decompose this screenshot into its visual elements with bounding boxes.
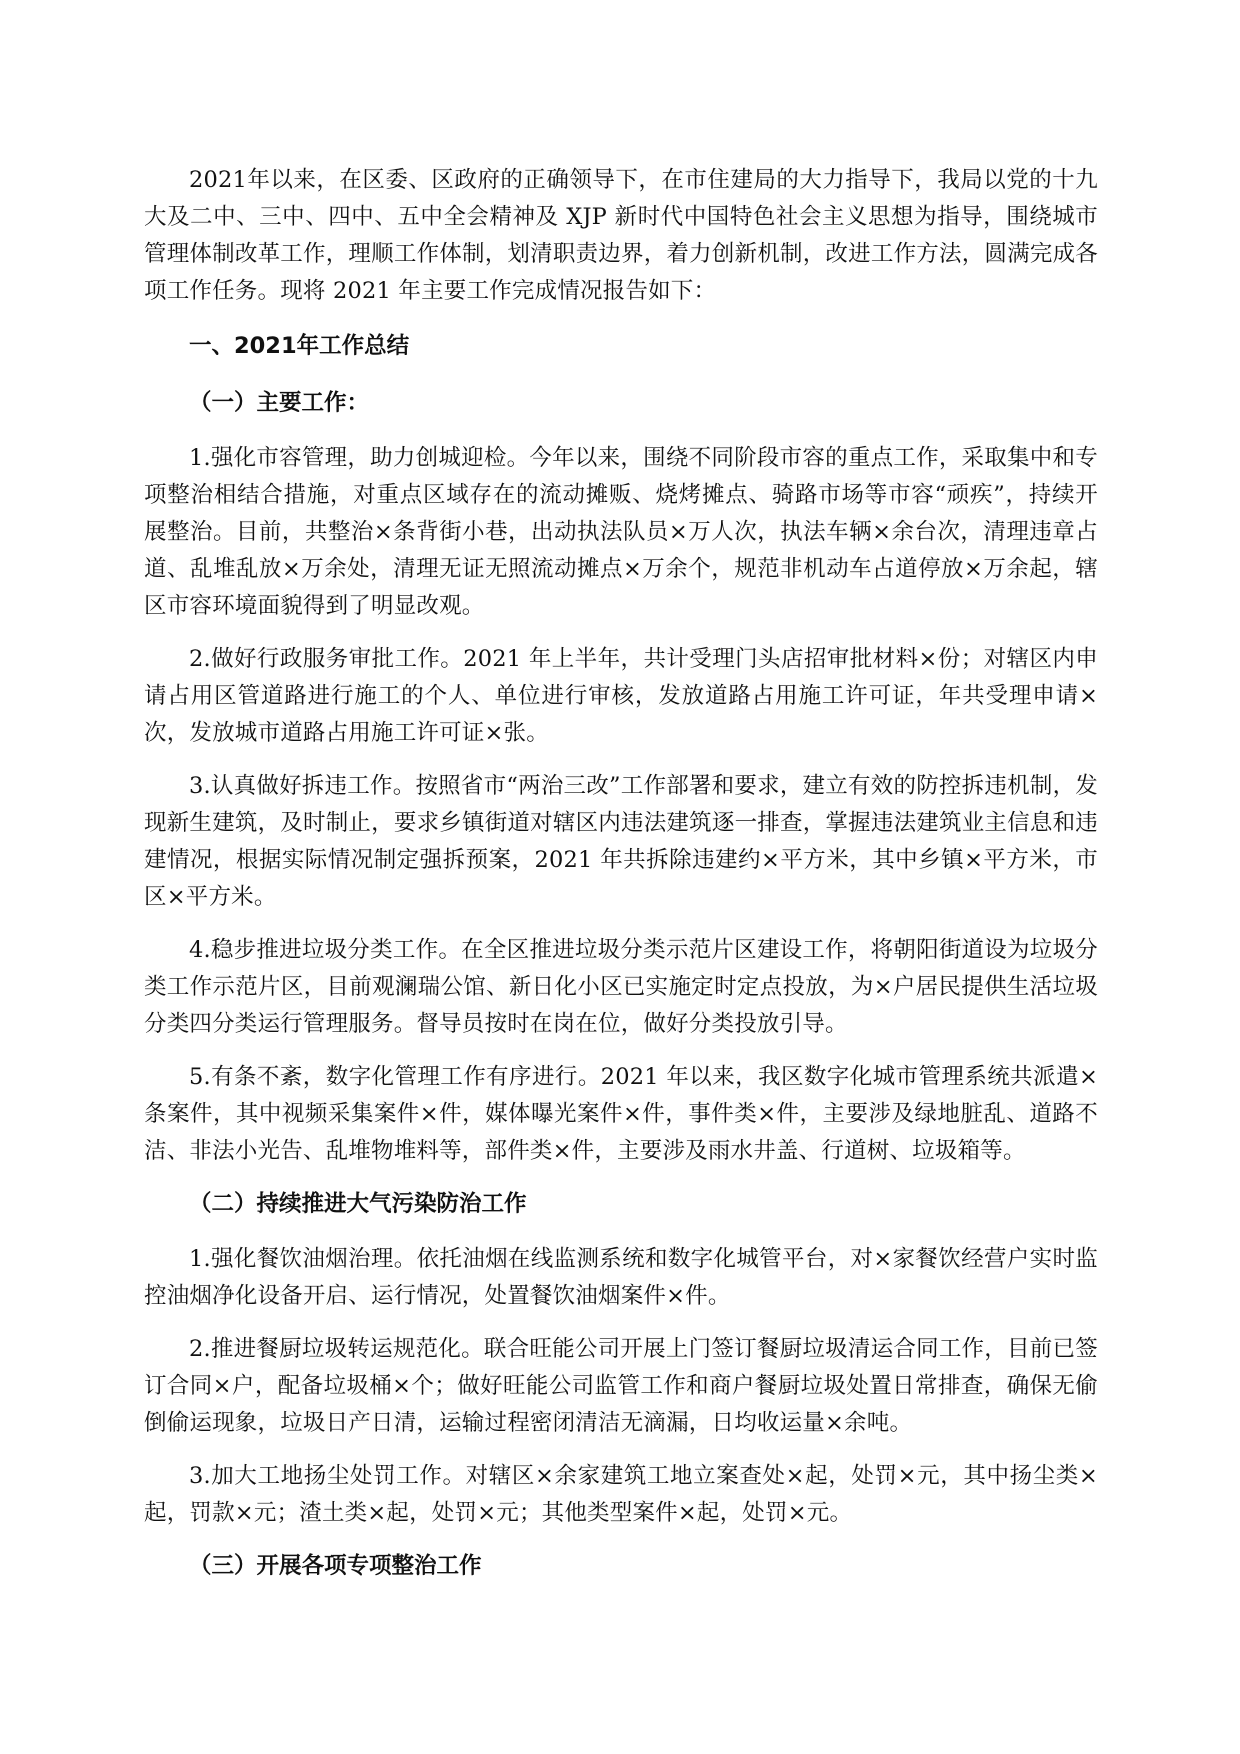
paragraph-city-appearance: 1.强化市容管理，助力创城迎检。今年以来，围绕不同阶段市容的重点工作，采取集中和专项整治相结合措施，对重点区域存在的流动摊贩、烧烤摊点、骑路市场等市容“顽疾”，持续开展整治。目前，共整治×条背街小巷，出动执法队员×万人次，执法车辆×余台次，清理违章占道、乱堆乱放×万余处，清理无证无照流动摊点×万余个，规范非机动车占道停放×万余起，辖区市容环境面貌得到了明显改观。 xyxy=(144,445,1098,619)
document-page xyxy=(144,162,1098,1603)
paragraph-administrative-approval: 2.做好行政服务审批工作。2021 年上半年，共计受理门头店招审批材料×份；对辖区内申请占用区管道路进行施工的个人、单位进行审核，发放道路占用施工许可证，年共受理申请×次，发放城市道路占用施工许可证×张。 xyxy=(144,646,1098,746)
subsection-heading-air-pollution: （二）持续推进大气污染防治工作 xyxy=(189,1191,527,1217)
paragraph-waste-sorting: 4.稳步推进垃圾分类工作。在全区推进垃圾分类示范片区建设工作，将朝阳街道设为垃圾分类工作示范片区，目前观澜瑞公馆、新日化小区已实施定时定点投放，为×户居民提供生活垃圾分类四分类运行管理服务。督导员按时在岗在位，做好分类投放引导。 xyxy=(144,937,1098,1037)
paragraph-dust-penalties: 3.加大工地扬尘处罚工作。对辖区×余家建筑工地立案查处×起，处罚×元，其中扬尘类×起，罚款×元；渣土类×起，处罚×元；其他类型案件×起，处罚×元。 xyxy=(144,1463,1098,1526)
subsection-heading-special-rectification: （三）开展各项专项整治工作 xyxy=(189,1553,482,1579)
paragraph-cooking-fumes: 1.强化餐饮油烟治理。依托油烟在线监测系统和数字化城管平台，对×家餐饮经营户实时监控油烟净化设备开启、运行情况，处置餐饮油烟案件×件。 xyxy=(144,1246,1098,1309)
intro-paragraph: 2021年以来，在区委、区政府的正确领导下，在市住建局的大力指导下，我局以党的十九大及二中、三中、四中、五中全会精神及 XJP 新时代中国特色社会主义思想为指导，围绕城市管理体制改革工作，理顺工作体制，划清职责边界，着力创新机制，改进工作方法，圆满完成各项工作任务。现将 2021 年主要工作完成情况报告如下： xyxy=(144,167,1098,304)
subsection-heading-main-work: （一）主要工作： xyxy=(189,390,370,416)
paragraph-digital-management: 5.有条不紊，数字化管理工作有序进行。2021 年以来，我区数字化城市管理系统共派遣×条案件，其中视频采集案件×件，媒体曝光案件×件，事件类×件，主要涉及绿地脏乱、道路不洁、非法小光告、乱堆物堆料等，部件类×件，主要涉及雨水井盖、行道树、垃圾箱等。 xyxy=(144,1064,1098,1164)
paragraph-kitchen-waste: 2.推进餐厨垃圾转运规范化。联合旺能公司开展上门签订餐厨垃圾清运合同工作，目前已签订合同×户，配备垃圾桶×个；做好旺能公司监管工作和商户餐厨垃圾处置日常排查，确保无偷倒偷运现象，垃圾日产日清，运输过程密闭清洁无滴漏，日均收运量×余吨。 xyxy=(144,1336,1098,1436)
paragraph-demolition: 3.认真做好拆违工作。按照省市“两治三改”工作部署和要求，建立有效的防控拆违机制，发现新生建筑，及时制止，要求乡镇街道对辖区内违法建筑逐一排查，掌握违法建筑业主信息和违建情况，根据实际情况制定强拆预案，2021 年共拆除违建约×平方米，其中乡镇×平方米，市区×平方米。 xyxy=(144,773,1098,910)
section-heading-summary: 一、2021年工作总结 xyxy=(189,333,410,359)
